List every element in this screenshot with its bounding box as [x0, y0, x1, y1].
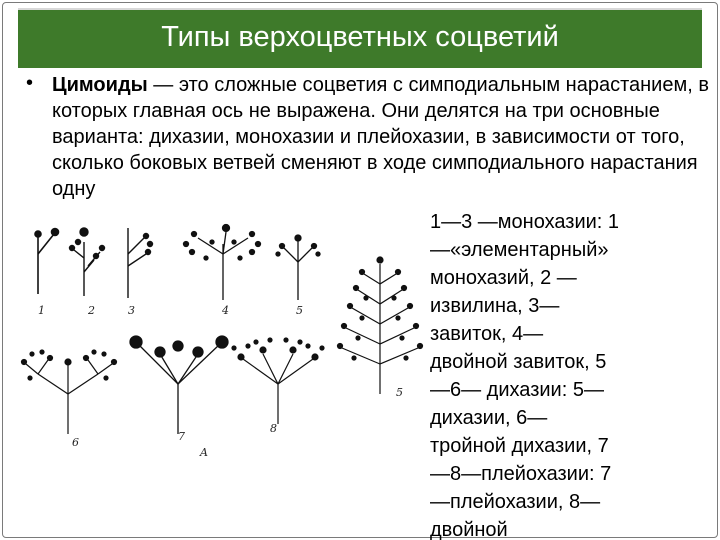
figure-label: 5	[296, 304, 303, 317]
body-text: — это сложные соцветия с симподиальным нарастанием, в которых главная ось не выражена. Они делятся на три основные варианта: дихазии, монохазии и плейохазии, в зависимости от того, сколько боковых ветвей сменяют в ходе симподиального нарастания одну	[52, 74, 709, 200]
figure-label: 1	[38, 304, 45, 317]
diagram-1-elementary-monochasium	[35, 229, 59, 295]
term-cymoids: Цимоиды	[52, 74, 148, 96]
caption-line: —«элементарный»	[430, 239, 609, 261]
caption-line: дихазии, 6—	[430, 407, 548, 429]
slide-title: Типы верхоцветных соцветий	[161, 21, 559, 53]
caption-line: 1—3 —монохазии: 1	[430, 211, 620, 233]
diagram-8-double-pleiochasium	[232, 338, 324, 424]
caption-line: двойной	[430, 519, 508, 540]
figure-label: A	[200, 446, 208, 459]
diagram-5-dichasium	[276, 235, 320, 300]
diagram-2-helicoid	[70, 228, 105, 296]
diagram-5-compound-dichasium	[338, 257, 423, 394]
figure-label: 2	[88, 304, 95, 317]
caption-line: завиток, 4—	[430, 323, 544, 345]
diagram-3-scorpioid	[128, 228, 153, 298]
caption-line: —6— дихазии: 5—	[430, 379, 604, 401]
caption-line: —плейохазии, 8—	[430, 491, 601, 513]
title-bar	[18, 8, 702, 68]
figure-label: 3	[128, 304, 135, 317]
figure-label: 4	[222, 304, 229, 317]
inflorescence-diagram	[8, 214, 428, 464]
figure-label: 8	[270, 422, 277, 435]
bullet-marker: •	[26, 72, 34, 94]
body-paragraph	[52, 72, 712, 212]
caption-line: —8—плейохазии: 7	[430, 463, 612, 485]
diagram-4-double-scorpioid	[184, 225, 261, 301]
diagram-7-pleiochasium	[130, 336, 228, 434]
diagram-6-triple-dichasium	[22, 350, 117, 434]
figure-label: 6	[72, 436, 79, 449]
caption-line: монохазий, 2 —	[430, 267, 577, 289]
figure-caption	[430, 208, 700, 540]
figure-label: 5	[396, 386, 403, 399]
caption-line: извилина, 3—	[430, 295, 560, 317]
caption-line: двойной завиток, 5	[430, 351, 607, 373]
caption-line: тройной дихазии, 7	[430, 435, 609, 457]
figure-label: 7	[178, 430, 185, 443]
